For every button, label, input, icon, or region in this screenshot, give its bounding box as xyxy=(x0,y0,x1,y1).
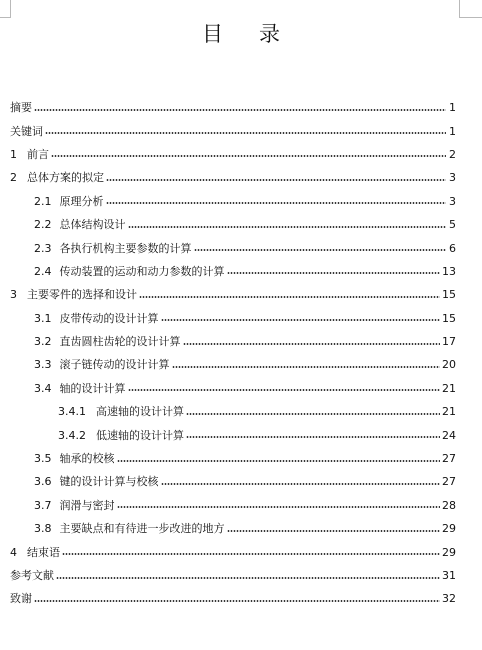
toc-entry[interactable] xyxy=(10,540,456,563)
toc-entry-title[interactable]: 键的设计计算与校核 xyxy=(59,475,159,489)
dot-leader xyxy=(186,436,440,438)
toc-entry-page-number[interactable]: 15 xyxy=(442,311,456,325)
toc-entry[interactable] xyxy=(10,447,456,470)
dot-leader xyxy=(45,132,446,134)
toc-entry[interactable] xyxy=(10,470,456,493)
toc-entry-title[interactable]: 总体结构设计 xyxy=(59,218,126,232)
page-title xyxy=(0,18,482,48)
toc-entry-title[interactable]: 直齿圆柱齿轮的设计计算 xyxy=(59,335,181,349)
dot-leader xyxy=(128,389,441,391)
toc-entry-number: 3.7 xyxy=(34,498,52,512)
dot-leader xyxy=(34,600,440,602)
toc-entry[interactable] xyxy=(10,190,456,213)
toc-entry-title[interactable]: 总体方案的拟定 xyxy=(27,171,104,185)
toc-entry-title[interactable]: 各执行机构主要参数的计算 xyxy=(59,241,192,255)
dot-leader xyxy=(34,109,446,111)
toc-entry-title[interactable]: 低速轴的设计计算 xyxy=(96,428,184,442)
toc-entry-page-number[interactable]: 21 xyxy=(442,381,456,395)
toc-entry[interactable] xyxy=(10,377,456,400)
crop-mark-top-right xyxy=(459,0,482,18)
toc-entry-page-number[interactable]: 20 xyxy=(442,358,456,372)
toc-entry-number: 3.2 xyxy=(34,335,52,349)
toc-entry-number: 2 xyxy=(10,171,17,185)
toc-entry-number: 2.3 xyxy=(34,241,52,255)
toc-entry-number: 3.4 xyxy=(34,381,52,395)
title-char-1: 目 xyxy=(202,22,223,46)
dot-leader xyxy=(186,413,440,415)
toc-entry[interactable] xyxy=(10,213,456,236)
toc-entry[interactable] xyxy=(10,260,456,283)
title-char-2: 录 xyxy=(259,22,280,46)
toc-entry-title[interactable]: 参考文献 xyxy=(10,569,54,582)
toc-entry-page-number[interactable]: 17 xyxy=(442,335,456,349)
toc-entry-page-number[interactable]: 13 xyxy=(442,264,456,278)
dot-leader xyxy=(139,296,440,298)
toc-entry-number: 3.5 xyxy=(34,452,52,466)
dot-leader xyxy=(56,577,440,579)
toc-entry-number: 2.1 xyxy=(34,194,52,208)
toc-entry-title[interactable]: 结束语 xyxy=(27,545,60,559)
toc-entry[interactable] xyxy=(10,564,456,587)
dot-leader xyxy=(227,272,441,274)
toc-entry-page-number[interactable]: 28 xyxy=(442,498,456,512)
toc-entry[interactable] xyxy=(10,330,456,353)
toc-entry-number: 2.4 xyxy=(34,264,52,278)
toc-entry[interactable] xyxy=(10,494,456,517)
toc-entry[interactable] xyxy=(10,166,456,189)
toc-entry-number: 2.2 xyxy=(34,218,52,232)
table-of-contents xyxy=(10,96,456,611)
toc-entry[interactable] xyxy=(10,283,456,306)
dot-leader xyxy=(183,343,441,345)
toc-entry-title[interactable]: 主要缺点和有待进一步改进的地方 xyxy=(59,522,225,536)
toc-entry-number: 3.6 xyxy=(34,475,52,489)
dot-leader xyxy=(51,155,446,157)
toc-entry-page-number[interactable]: 29 xyxy=(442,545,456,559)
toc-entry-title[interactable]: 致谢 xyxy=(10,592,32,606)
toc-entry-page-number[interactable]: 27 xyxy=(442,475,456,489)
toc-entry[interactable] xyxy=(10,587,456,610)
toc-entry-title[interactable]: 高速轴的设计计算 xyxy=(96,405,184,419)
dot-leader xyxy=(106,202,447,204)
toc-entry-page-number[interactable]: 3 xyxy=(449,194,456,208)
toc-entry-number: 3.4.2 xyxy=(58,428,86,442)
toc-entry[interactable] xyxy=(10,96,456,119)
toc-entry-number: 3.3 xyxy=(34,358,52,372)
dot-leader xyxy=(106,179,446,181)
toc-entry-page-number[interactable]: 27 xyxy=(442,452,456,466)
toc-entry-page-number[interactable]: 5 xyxy=(449,218,456,232)
toc-entry-title[interactable]: 前言 xyxy=(27,147,49,161)
toc-entry-title[interactable]: 原理分析 xyxy=(59,194,104,208)
toc-entry-page-number[interactable]: 1 xyxy=(449,124,456,138)
toc-entry[interactable] xyxy=(10,517,456,540)
toc-entry-page-number[interactable]: 24 xyxy=(442,428,456,442)
toc-entry-page-number[interactable]: 21 xyxy=(442,405,456,419)
toc-entry-page-number[interactable]: 31 xyxy=(442,569,456,582)
toc-entry[interactable] xyxy=(10,400,456,423)
dot-leader xyxy=(161,319,441,321)
toc-entry-page-number[interactable]: 3 xyxy=(449,171,456,185)
dot-leader xyxy=(62,553,440,555)
toc-entry-number: 1 xyxy=(10,147,17,161)
dot-leader xyxy=(194,249,447,251)
toc-entry-title[interactable]: 关键词 xyxy=(10,124,43,138)
toc-entry-number: 3.8 xyxy=(34,522,52,536)
toc-entry-title[interactable]: 摘要 xyxy=(10,101,32,115)
toc-entry[interactable] xyxy=(10,423,456,446)
toc-entry[interactable] xyxy=(10,236,456,259)
dot-leader xyxy=(117,506,441,508)
toc-entry-page-number[interactable]: 2 xyxy=(449,147,456,161)
toc-entry[interactable] xyxy=(10,119,456,142)
toc-entry-number: 4 xyxy=(10,545,17,559)
toc-entry-title[interactable]: 主要零件的选择和设计 xyxy=(27,288,137,302)
toc-entry-title[interactable]: 滚子链传动的设计计算 xyxy=(59,358,170,372)
toc-entry[interactable] xyxy=(10,307,456,330)
dot-leader xyxy=(172,366,441,368)
toc-entry-title[interactable]: 轴承的校核 xyxy=(59,452,115,466)
toc-entry-page-number[interactable]: 29 xyxy=(442,522,456,536)
toc-entry-page-number[interactable]: 6 xyxy=(449,241,456,255)
dot-leader xyxy=(161,483,441,485)
toc-entry-title[interactable]: 润滑与密封 xyxy=(59,498,115,512)
toc-entry-page-number[interactable]: 32 xyxy=(442,592,456,606)
crop-mark-top-left xyxy=(0,0,11,18)
toc-entry[interactable] xyxy=(10,353,456,376)
toc-entry[interactable] xyxy=(10,143,456,166)
toc-entry-title[interactable]: 传动装置的运动和动力参数的计算 xyxy=(59,264,225,278)
dot-leader xyxy=(128,226,447,228)
toc-entry-number: 3.4.1 xyxy=(58,405,86,419)
dot-leader xyxy=(117,460,441,462)
dot-leader xyxy=(227,530,441,532)
toc-entry-number: 3 xyxy=(10,288,17,302)
toc-entry-number: 3.1 xyxy=(34,311,52,325)
toc-entry-title[interactable]: 轴的设计计算 xyxy=(59,381,126,395)
toc-entry-page-number[interactable]: 15 xyxy=(442,288,456,302)
toc-entry-page-number[interactable]: 1 xyxy=(449,101,456,115)
toc-entry-title[interactable]: 皮带传动的设计计算 xyxy=(59,311,159,325)
